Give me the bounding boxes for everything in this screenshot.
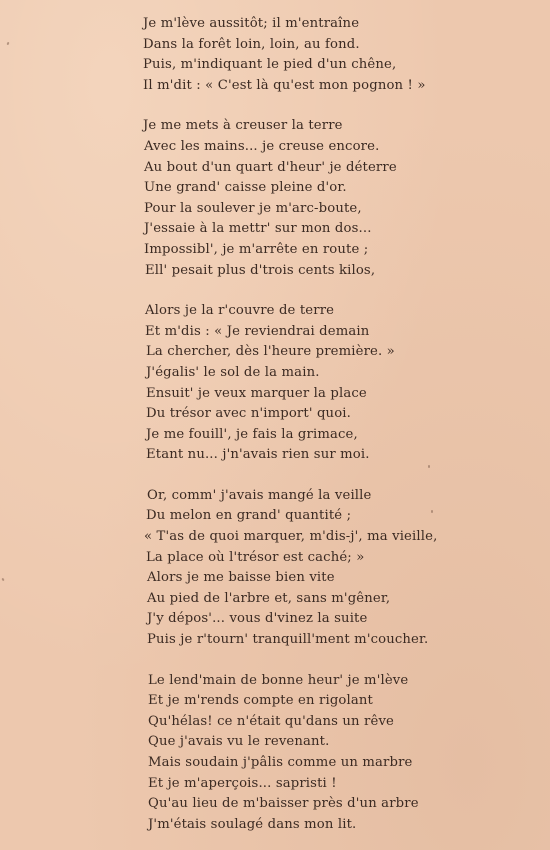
poem-line: Je me mets à creuser la terre: [143, 118, 343, 134]
poem-line: J'essaie à la mettr' sur mon dos...: [144, 221, 372, 237]
poem-line: J'y dépos'... vous d'vinez la suite: [147, 611, 368, 627]
poem-line: Au bout d'un quart d'heur' je déterre: [144, 159, 397, 175]
poem-line: Et je m'rends compte en rigolant: [148, 693, 373, 709]
poem-line: Il m'dit : « C'est là qu'est mon pognon ! »: [143, 77, 426, 93]
poem-line: Une grand' caisse pleine d'or.: [144, 180, 347, 196]
poem-text: [143, 14, 463, 835]
poem-line: Puis, m'indiquant le pied d'un chêne,: [143, 57, 397, 73]
poem-line: J'égalis' le sol de la main.: [146, 364, 320, 380]
poem-line: Le lend'main de bonne heur' je m'lève: [148, 672, 409, 688]
stanza-4: [143, 486, 463, 651]
poem-line: Et je m'aperçois... sapristi !: [148, 775, 337, 791]
poem-line: La chercher, dès l'heure première. »: [146, 344, 395, 360]
poem-line: Dans la forêt loin, loin, au fond.: [143, 36, 360, 52]
poem-line: J'm'étais soulagé dans mon lit.: [148, 816, 357, 832]
poem-line: « T'as de quoi marquer, m'dis-j', ma vieille,: [144, 529, 438, 545]
poem-line: Impossibl', je m'arrête en route ;: [144, 241, 369, 257]
paper-speck: [1, 578, 4, 582]
poem-line: Du melon en grand' quantité ;: [146, 508, 352, 524]
poem-line: Etant nu... j'n'avais rien sur moi.: [146, 447, 370, 463]
poem-line: Ensuit' je veux marquer la place: [146, 385, 367, 401]
poem-line: Je m'lève aussitôt; il m'entraîne: [143, 16, 360, 31]
poem-line: Puis je r'tourn' tranquill'ment m'coucher.: [147, 632, 429, 648]
poem-line: Qu'hélas! ce n'était qu'dans un rêve: [148, 713, 395, 729]
stanza-5: [143, 671, 463, 836]
stanza-2: [143, 116, 463, 281]
poem-line: Du trésor avec n'import' quoi.: [146, 406, 351, 422]
poem-line: Alors je me baisse bien vite: [147, 570, 335, 586]
stanza-3: [143, 301, 463, 466]
poem-line: Au pied de l'arbre et, sans m'gêner,: [147, 590, 391, 606]
paper-speck: [6, 42, 9, 46]
poem-line: Qu'au lieu de m'baisser près d'un arbre: [148, 796, 419, 812]
poem-line: La place où l'trésor est caché; »: [146, 549, 365, 565]
poem-line: Que j'avais vu le revenant.: [148, 734, 330, 750]
poem-line: Mais soudain j'pâlis comme un marbre: [148, 755, 413, 770]
poem-line: Alors je la r'couvre de terre: [145, 303, 335, 319]
poem-line: Je me fouill', je fais la grimace,: [146, 426, 358, 442]
poem-line: Avec les mains... je creuse encore.: [144, 138, 380, 154]
poem-line: Ell' pesait plus d'trois cents kilos,: [145, 262, 376, 278]
poem-line: Or, comm' j'avais mangé la veille: [147, 487, 372, 503]
poem-line: Pour la soulever je m'arc-boute,: [144, 200, 362, 216]
stanza-1: [143, 14, 463, 96]
poem-line: Et m'dis : « Je reviendrai demain: [145, 323, 370, 339]
